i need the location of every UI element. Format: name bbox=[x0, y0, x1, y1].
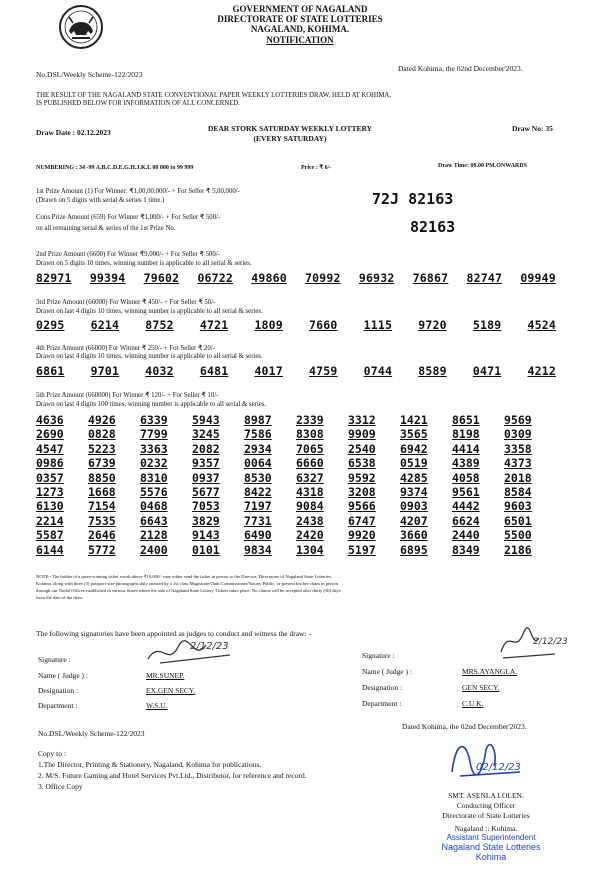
fifth-prize-number: 5223 bbox=[88, 441, 116, 456]
footer-dated-text: Dated Kohima, the 02nd December'2023. bbox=[402, 722, 527, 731]
header-place: NAGALAND, KOHIMA. bbox=[250, 24, 350, 34]
fifth-prize-number: 6339 bbox=[140, 413, 168, 427]
fifth-prize-number: 1668 bbox=[88, 485, 116, 500]
fifth-prize-number: 6739 bbox=[88, 456, 116, 471]
fourth-prize-number: 4759 bbox=[309, 364, 338, 378]
fifth-prize-desc: 5th Prize Amount (660000) For Winner ₹ 120/- + For Seller ₹ 10/- bbox=[36, 392, 219, 399]
third-prize-number: 6214 bbox=[90, 318, 120, 332]
fifth-prize-number: 3565 bbox=[400, 427, 428, 442]
header-govt: GOVERNMENT OF NAGALAND bbox=[232, 4, 368, 14]
third-prize-number: 9720 bbox=[418, 318, 447, 332]
numbering-info: NUMBERING : 34 -99 A.B.C.D.E.G.H.J.K.L 00 000 to 99 999 bbox=[36, 165, 194, 171]
fifth-prize-number: 2018 bbox=[504, 470, 532, 485]
judge-right-name-label: Name ( Judge ) : bbox=[362, 667, 412, 676]
second-prize-numbers bbox=[36, 271, 556, 285]
fifth-prize-number: 3245 bbox=[192, 427, 220, 442]
first-prize-note: (Drawn on 5 digits with serial & series 1 time.) bbox=[36, 197, 165, 204]
second-prize-note: Drawn on 5 digits 10 times, winning number is applicable to all serial & series. bbox=[36, 260, 252, 267]
fifth-prize-number: 9374 bbox=[400, 485, 428, 500]
fifth-prize-number: 2646 bbox=[88, 528, 116, 543]
intro-line-2: IS PUBLISHED BELOW FOR INFORMATION OF ALL CONCERNED. bbox=[36, 100, 240, 107]
note-line-3: through our Nodal Offices established in various States where the sale of Nagaland State Lottery Tickets takes place. No claims will be accepted after thirty (30) days bbox=[36, 588, 341, 593]
third-prize-number: 0295 bbox=[36, 318, 65, 332]
judge-right-signature-date: 2/12/23 bbox=[533, 637, 568, 647]
copy-item-1: 1.The Director, Printing & Stationery, Nagaland, Kohima for publications. bbox=[38, 760, 262, 769]
fifth-prize-number: 3829 bbox=[192, 513, 220, 528]
copy-item-2: 2. M/S. Future Gaming and Hotel Services Pvt.Ltd., Distributor, for reference and record. bbox=[38, 771, 307, 780]
fifth-prize-number: 2214 bbox=[36, 513, 64, 528]
fifth-prize-number: 5576 bbox=[140, 485, 168, 500]
judge-right-department: C.U.K. bbox=[462, 699, 484, 708]
footer-reference-number: No.DSL/Weekly Scheme-122/2023 bbox=[38, 729, 145, 738]
fifth-prize-number: 8651 bbox=[452, 413, 480, 427]
fifth-prize-number: 0064 bbox=[244, 456, 272, 471]
fifth-prize-number: 5943 bbox=[192, 413, 220, 427]
fifth-prize-number: 4926 bbox=[88, 413, 116, 427]
third-prize-number: 7660 bbox=[309, 318, 338, 332]
second-prize-number: 99394 bbox=[89, 271, 126, 285]
fifth-prize-number: 9566 bbox=[348, 499, 376, 514]
officer-signature-icon bbox=[440, 732, 540, 782]
fifth-prize-number: 2934 bbox=[244, 441, 272, 456]
fifth-prize-number: 2128 bbox=[140, 528, 168, 543]
fourth-prize-number: 4017 bbox=[254, 364, 283, 378]
fifth-prize-number: 2440 bbox=[452, 528, 480, 543]
judge-right-department-label: Department : bbox=[362, 699, 402, 708]
third-prize-number: 4721 bbox=[199, 318, 229, 332]
fifth-prize-number: 6660 bbox=[296, 456, 324, 471]
fourth-prize-note: Drawn on last 4 digits 10 times, winning number is applicable to all serial & series. bbox=[36, 353, 263, 360]
fifth-prize-number: 8850 bbox=[88, 470, 116, 485]
fifth-prize-number: 3312 bbox=[348, 413, 376, 427]
reference-number: No.DSL/Weekly Scheme-122/2023 bbox=[36, 70, 143, 79]
fifth-prize-number: 6942 bbox=[400, 441, 428, 456]
fifth-prize-number: 6643 bbox=[140, 513, 168, 528]
note-line-1: NOTE:- The holder of a prize-winning ticket worth above ₹10,000/- may either send the ticket in person to the Director, Directorate of Nagaland State Lotteries, bbox=[36, 574, 332, 579]
fifth-prize-number: 3660 bbox=[400, 528, 428, 543]
fifth-prize-number: 0309 bbox=[504, 427, 532, 442]
fifth-prize-number: 2690 bbox=[36, 427, 64, 442]
judge-right-signature-label: Signature : bbox=[362, 651, 395, 660]
fifth-prize-number: 4636 bbox=[36, 413, 64, 427]
fifth-prize-number: 4389 bbox=[452, 456, 480, 471]
fifth-prize-number: 0903 bbox=[400, 499, 428, 514]
intro-line-1: THE RESULT OF THE NAGALAND STATE CONVENTIONAL PAPER WEEKLY LOTTERIES DRAW, HELD AT KOHIMA, bbox=[36, 92, 391, 99]
fifth-prize-number: 0232 bbox=[140, 456, 168, 471]
fifth-prize-number: 4207 bbox=[400, 513, 428, 528]
fifth-prize-number: 7586 bbox=[244, 427, 272, 442]
fifth-prize-number: 9569 bbox=[504, 413, 532, 427]
fifth-prize-number: 6538 bbox=[348, 456, 376, 471]
judge-left-signature-icon bbox=[140, 633, 280, 673]
officer-place: Nagaland :: Kohima. bbox=[454, 824, 518, 833]
third-prize-number: 4524 bbox=[527, 318, 556, 332]
fifth-prize-number: 9920 bbox=[348, 528, 376, 543]
second-prize-number: 82971 bbox=[36, 271, 72, 285]
fifth-prize-number: 9084 bbox=[296, 499, 324, 514]
second-prize-number: 49860 bbox=[251, 271, 287, 285]
fifth-prize-number: 0357 bbox=[36, 470, 64, 485]
fifth-prize-number: 7535 bbox=[88, 513, 116, 528]
fifth-prize-number: 5677 bbox=[192, 485, 220, 500]
stamp-line-2: Nagaland State Lotteries bbox=[441, 842, 541, 852]
fifth-prize-number: 6144 bbox=[36, 542, 64, 557]
draw-date: Draw Date : 02.12.2023 bbox=[36, 128, 111, 137]
first-prize-desc: 1st Prize Amount (1) For Winner: ₹1,00,00,000/- + For Seller ₹ 5,00,000/- bbox=[36, 188, 240, 195]
draw-time: Draw Time: 08.00 PM.ONWARDS bbox=[438, 163, 527, 169]
signatories-intro: The following signatories have been appointed as judges to conduct and witness the draw: - bbox=[36, 629, 311, 638]
fifth-prize-number: 4285 bbox=[400, 470, 428, 485]
cons-prize-number: 82163 bbox=[410, 218, 456, 236]
fifth-prize-number: 0828 bbox=[88, 427, 116, 442]
fifth-prize-number: 3208 bbox=[348, 485, 376, 500]
fifth-prize-number: 5197 bbox=[348, 542, 376, 557]
fifth-prize-number: 9561 bbox=[452, 485, 480, 500]
fifth-prize-number: 7053 bbox=[192, 499, 220, 514]
fifth-prize-number: 0101 bbox=[192, 542, 220, 557]
third-prize-desc: 3rd Prize Amount (66000) For Winner ₹ 450/- + For Seller ₹ 50/- bbox=[36, 299, 216, 306]
fifth-prize-number: 8530 bbox=[244, 470, 272, 485]
cons-prize-desc: Cons Prize Amount (659) For Winner ₹1,000/- + For Seller ₹ 500/- bbox=[36, 214, 221, 221]
judge-left-signature-label: Signature : bbox=[38, 655, 71, 664]
second-prize-number: 82747 bbox=[466, 271, 503, 285]
fifth-prize-number: 4442 bbox=[452, 499, 480, 514]
lottery-subtitle: (EVERY SATURDAY) bbox=[253, 134, 327, 143]
fifth-prize-number: 7154 bbox=[88, 499, 116, 514]
fifth-prize-number: 2082 bbox=[192, 441, 220, 456]
note-line-2: Kohima, along with three (3) passport-size photographs duly attested by a 1st class Magistrate/Oath Commissioner/Notary Public, or present his/her claim in person bbox=[36, 581, 338, 586]
officer-signature-date: 02/12/23 bbox=[476, 762, 521, 773]
second-prize-number: 06722 bbox=[197, 271, 234, 285]
second-prize-number: 09949 bbox=[520, 271, 556, 285]
fifth-prize-number: 6501 bbox=[504, 513, 532, 528]
fifth-prize-number: 2438 bbox=[296, 513, 324, 528]
fifth-prize-number: 5587 bbox=[36, 528, 64, 543]
judge-left-department-label: Department : bbox=[38, 701, 78, 710]
fifth-prize-number: 7731 bbox=[244, 513, 272, 528]
judge-left-name-label: Name ( Judge ) : bbox=[38, 671, 88, 680]
first-prize-number: 72J 82163 bbox=[372, 190, 454, 208]
second-prize-number: 76867 bbox=[412, 271, 449, 285]
fifth-prize-number: 8987 bbox=[244, 413, 272, 427]
judge-left-designation-label: Designation : bbox=[38, 686, 79, 695]
second-prize-number: 96932 bbox=[358, 271, 395, 285]
judge-left-signature-date: 2/12/23 bbox=[190, 641, 229, 652]
fourth-prize-number: 0471 bbox=[472, 364, 502, 378]
officer-department: Directorate of State Lotteries bbox=[442, 811, 530, 820]
fourth-prize-number: 0744 bbox=[363, 364, 393, 378]
fifth-prize-number: 9834 bbox=[244, 542, 272, 557]
copy-item-3: 3. Office Copy bbox=[38, 782, 83, 791]
fifth-prize-number: 4058 bbox=[452, 470, 480, 485]
fifth-prize-number: 8422 bbox=[244, 485, 272, 500]
third-prize-note: Drawn on last 4 digits 10 times, winning number is applicable to all serial & series. bbox=[36, 308, 263, 315]
fifth-prize-number: 7799 bbox=[140, 427, 168, 442]
fourth-prize-number: 6861 bbox=[36, 364, 65, 378]
ticket-price: Price : ₹ 6/- bbox=[301, 165, 332, 171]
claims-note bbox=[36, 573, 566, 601]
fifth-prize-number: 9143 bbox=[192, 528, 220, 543]
judge-right-designation-label: Designation : bbox=[362, 683, 403, 692]
stamp-line-3: Kohima bbox=[475, 852, 507, 862]
fifth-prize-number: 3363 bbox=[140, 441, 168, 456]
fourth-prize-number: 4212 bbox=[527, 364, 556, 378]
fifth-prize-numbers bbox=[36, 414, 556, 556]
fifth-prize-number: 8308 bbox=[296, 427, 324, 442]
fourth-prize-numbers bbox=[36, 364, 556, 378]
fifth-prize-number: 1273 bbox=[36, 485, 64, 500]
fifth-prize-number: 1421 bbox=[400, 413, 428, 427]
officer-name: SMT. ASENLA LOLEN. bbox=[448, 791, 524, 800]
fifth-prize-number: 3358 bbox=[504, 441, 532, 456]
judge-left-name: MR.SUNEP. bbox=[146, 671, 185, 680]
fourth-prize-number: 9701 bbox=[90, 364, 120, 378]
fifth-prize-number: 2400 bbox=[140, 542, 168, 557]
fifth-prize-number: 7065 bbox=[296, 441, 324, 456]
fifth-prize-number: 2540 bbox=[348, 441, 376, 456]
officer-title: Conducting Officer bbox=[456, 801, 516, 810]
fifth-prize-number: 8584 bbox=[504, 485, 532, 500]
fourth-prize-number: 4032 bbox=[145, 364, 174, 378]
stamp-line-1: Assistant Superintendent bbox=[446, 833, 536, 842]
second-prize-number: 79602 bbox=[143, 271, 180, 285]
fifth-prize-number: 8349 bbox=[452, 542, 480, 557]
fifth-prize-number: 0519 bbox=[400, 456, 428, 471]
third-prize-number: 8752 bbox=[145, 318, 174, 332]
fifth-prize-note: Drawn on last 4 digits 100 times, winning number is applicable to all serial & series. bbox=[36, 401, 267, 408]
draw-number: Draw No: 35 bbox=[512, 124, 553, 133]
fifth-prize-number: 5772 bbox=[88, 542, 116, 557]
judge-left-designation: EX.GEN SECY. bbox=[146, 686, 196, 695]
fifth-prize-number: 7197 bbox=[244, 499, 272, 514]
judge-right-designation: GEN SECY. bbox=[462, 683, 500, 692]
fifth-prize-number: 6327 bbox=[296, 470, 324, 485]
note-line-4: from the date of the draw. bbox=[36, 595, 84, 600]
copy-to-label: Copy to : bbox=[38, 749, 66, 758]
fifth-prize-number: 9357 bbox=[192, 456, 220, 471]
fifth-prize-number: 0468 bbox=[140, 499, 168, 514]
fifth-prize-number: 2339 bbox=[296, 413, 324, 427]
judge-right-name: MRS.AYANGLA. bbox=[462, 667, 518, 676]
fifth-prize-number: 0937 bbox=[192, 470, 220, 485]
fifth-prize-number: 5500 bbox=[504, 528, 532, 543]
fifth-prize-number: 9909 bbox=[348, 427, 376, 442]
fifth-prize-number: 6747 bbox=[348, 513, 376, 528]
dated-text: Dated Kohima, the 02nd December'2023. bbox=[398, 64, 523, 73]
fifth-prize-number: 2186 bbox=[504, 542, 532, 557]
fourth-prize-desc: 4th Prize Amount (66000) For Winner ₹ 250/- + For Seller ₹ 20/- bbox=[36, 345, 215, 352]
second-prize-number: 70992 bbox=[305, 271, 341, 285]
fifth-prize-number: 2420 bbox=[296, 528, 324, 543]
fourth-prize-number: 8589 bbox=[418, 364, 447, 378]
third-prize-number: 5189 bbox=[472, 318, 502, 332]
fifth-prize-number: 0986 bbox=[36, 456, 64, 471]
third-prize-number: 1115 bbox=[363, 318, 393, 332]
lottery-title: DEAR STORK SATURDAY WEEKLY LOTTERY bbox=[207, 124, 373, 133]
fifth-prize-number: 9592 bbox=[348, 470, 376, 485]
third-prize-number: 1809 bbox=[254, 318, 283, 332]
judge-left-department: W.S.U. bbox=[146, 701, 168, 710]
fifth-prize-number: 4547 bbox=[36, 441, 64, 456]
fifth-prize-number: 4318 bbox=[296, 485, 324, 500]
fifth-prize-number: 8310 bbox=[140, 470, 168, 485]
fifth-prize-number: 6624 bbox=[452, 513, 480, 528]
fifth-prize-number: 8198 bbox=[452, 427, 480, 442]
header-notification: NOTIFICATION bbox=[266, 35, 334, 45]
fifth-prize-number: 4414 bbox=[452, 441, 480, 456]
fourth-prize-number: 6481 bbox=[199, 364, 229, 378]
header-directorate: DIRECTORATE OF STATE LOTTERIES bbox=[217, 14, 383, 24]
fifth-prize-number: 4373 bbox=[504, 456, 532, 471]
third-prize-numbers bbox=[36, 318, 556, 332]
fifth-prize-number: 9603 bbox=[504, 499, 532, 514]
fifth-prize-number: 6490 bbox=[244, 528, 272, 543]
fifth-prize-number: 6895 bbox=[400, 542, 428, 557]
cons-prize-note: on all remaining serial & series of the 1st Prize No. bbox=[36, 225, 176, 232]
fifth-prize-number: 6130 bbox=[36, 499, 64, 514]
fifth-prize-number: 1304 bbox=[296, 542, 324, 557]
second-prize-desc: 2nd Prize Amount (6600) For Winner ₹9,000/- + For Seller ₹ 500/- bbox=[36, 251, 220, 258]
